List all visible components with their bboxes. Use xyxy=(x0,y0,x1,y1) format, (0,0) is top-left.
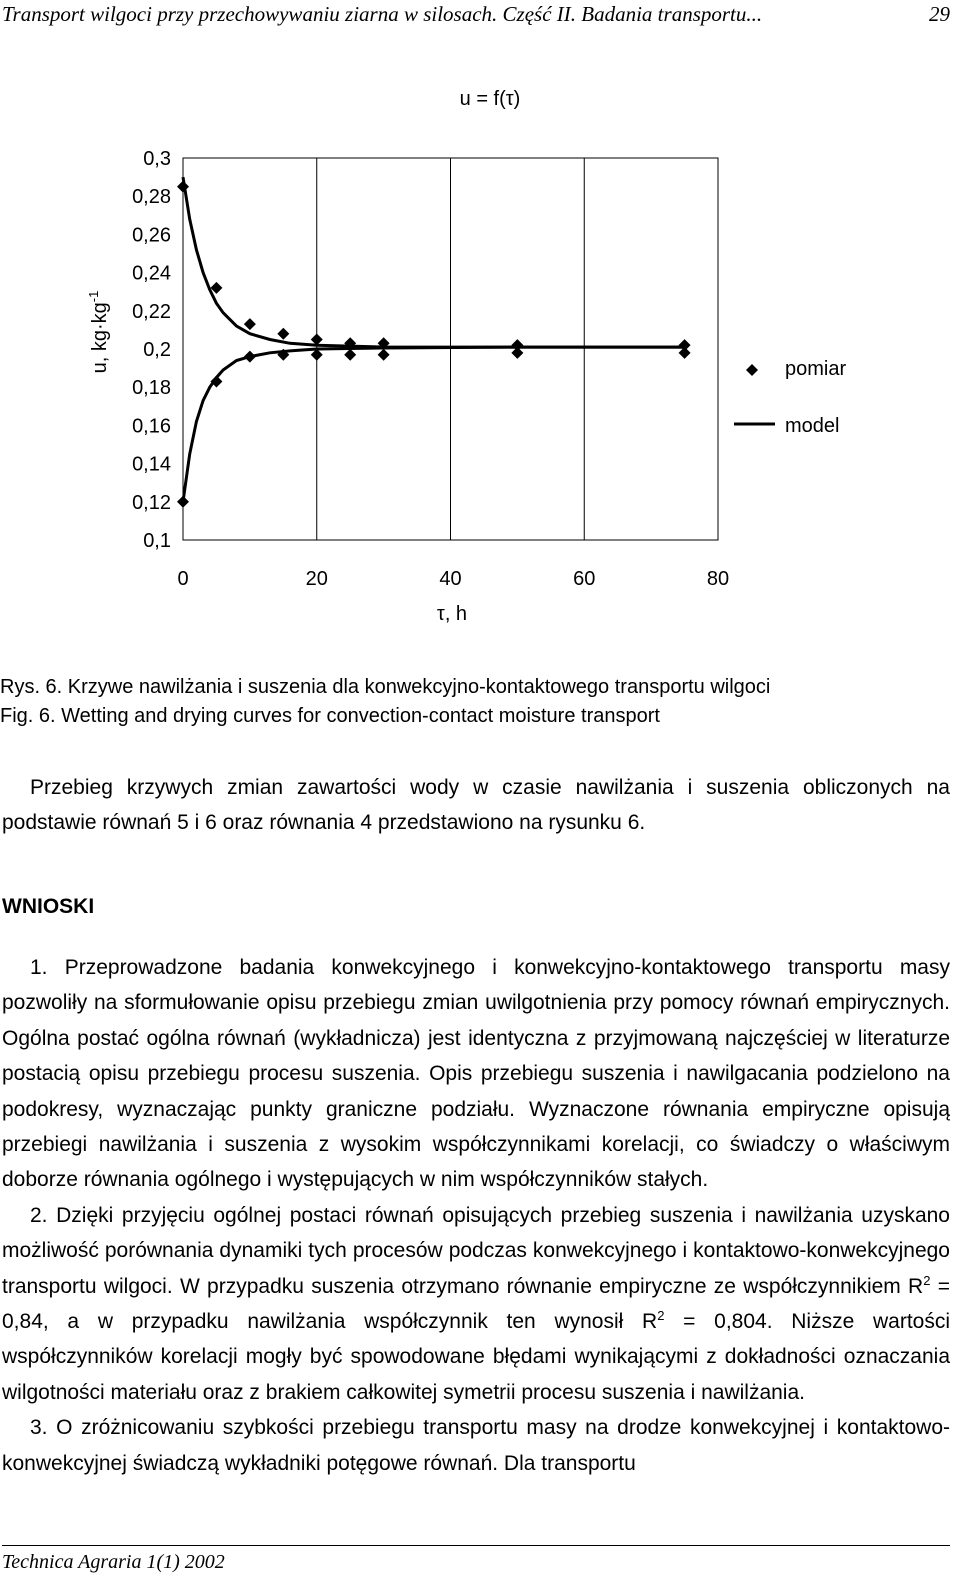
r-squared-exponent-2: 2 xyxy=(657,1308,665,1324)
conclusion-1: 1. Przeprowadzone badania konwekcyjnego i konwekcyjno-kontaktowego transportu masy pozwoliły na sformułowanie opisu przebiegu zmian uwilgotnienia przy pomocy równań empirycznych. Ogólna postać ogólna równań (wykładnicza) jest identyczna z przyjmowaną najczęściej w literaturze postacią opisu przebiegu procesu suszenia. Opis przebiegu suszenia i nawilgacania podzielono na podokresy, wyznaczając punkty graniczne podziału. Wyznaczone równania empiryczne opisują przebiegi nawilżania i suszenia z wysokim współczynnikami korelacji, co świadczy o właściwym doborze równania ogólnego i występujących w nim współczynników stałych. xyxy=(2,956,950,1192)
y-axis-label: u, $kg\cdot kg^{-1}$ xyxy=(86,290,111,374)
r-squared-exponent-1: 2 xyxy=(923,1272,931,1288)
y-tick-label: 0,16 xyxy=(132,415,171,438)
footer-journal: Technica Agraria 1(1) 2002 xyxy=(2,1551,225,1573)
y-tick-label: 0,18 xyxy=(132,377,171,400)
y-tick-label: 0,14 xyxy=(132,453,171,476)
section-heading: WNIOSKI xyxy=(2,895,95,918)
data-point xyxy=(177,496,189,508)
data-point xyxy=(277,328,289,340)
y-tick-label: 0,1 xyxy=(143,530,171,552)
data-point xyxy=(378,349,390,361)
intro-text: Przebieg krzywych zmian zawartości wody w czasie nawilżania i suszenia obliczonych na podstawie równań 5 i 6 oraz równania 4 przedstawiono na rysunku 6. xyxy=(2,776,950,835)
running-header: Transport wilgoci przy przechowywaniu ziarna w silosach. Część II. Badania transportu... xyxy=(2,2,763,26)
y-tick-label: 0,24 xyxy=(132,262,171,285)
measurement-points xyxy=(177,181,691,508)
legend-marker-pomiar xyxy=(746,364,758,376)
legend-label-model: model xyxy=(785,415,840,437)
data-point xyxy=(679,347,691,359)
model-curves xyxy=(183,177,685,502)
y-tick-label: 0,3 xyxy=(143,148,171,170)
conclusion-2-part-a: 2. Dzięki przyjęciu ogólnej postaci równań opisujących przebieg suszenia i nawilżania uzyskano możliwość porównania dynamiki tych procesów podczas konwekcyjnego i kontaktowo-konwekcyjnego transportu wilgoci. W przypadku suszenia otrzymano równanie empiryczne ze współczynnikiem R xyxy=(2,1203,950,1298)
y-tick-label: 0,28 xyxy=(132,186,171,209)
chart xyxy=(0,70,960,630)
chart-labels xyxy=(86,88,729,625)
figure-caption-pl: Rys. 6. Krzywe nawilżania i suszenia dla konwekcyjno-kontaktowego transportu wilgoci xyxy=(0,676,771,698)
conclusions xyxy=(2,950,950,1481)
y-tick-label: 0,2 xyxy=(143,339,171,361)
figure-caption-en: Fig. 6. Wetting and drying curves for convection-contact moisture transport xyxy=(0,705,660,727)
x-axis-label: τ, h xyxy=(436,603,468,625)
x-tick-label: 80 xyxy=(706,568,730,590)
data-point xyxy=(177,181,189,193)
conclusion-2-part-c: = 0,804. Niższe wartości współczynników korelacji mogły być spowodowane błędami wynikającymi z dokładności oznaczania wilgotności materiału oraz z brakiem całkowitej symetrii procesu suszenia i nawilżania. xyxy=(2,1310,950,1404)
y-axis-label-exponent: -1 xyxy=(86,290,101,303)
chart-title: u = f(τ) xyxy=(459,88,521,110)
x-tick-label: 40 xyxy=(439,568,462,590)
y-tick-label: 0,12 xyxy=(132,491,171,514)
conclusion-2 xyxy=(2,1198,950,1410)
data-point xyxy=(244,318,256,330)
legend-label-pomiar: pomiar xyxy=(785,358,847,380)
conclusion-2-part-b: = 0,84, a w przypadku nawilżania współczynnik ten wynosił R xyxy=(2,1274,950,1334)
intro-paragraph xyxy=(2,770,950,841)
x-tick-label: 20 xyxy=(305,568,328,590)
conclusion-3: 3. O zróżnicowaniu szybkości przebiegu transportu masy na drodze konwekcyjnej i kontaktowo-konwekcyjnej świadczą wykładniki potęgowe równań. Dla transportu xyxy=(2,1416,950,1475)
chart-legend xyxy=(734,358,846,437)
x-tick-label: 60 xyxy=(573,568,596,590)
model-line xyxy=(183,177,685,347)
x-tick-label: 0 xyxy=(177,568,189,590)
y-tick-label: 0,26 xyxy=(132,224,171,247)
y-tick-label: 0,22 xyxy=(132,300,171,323)
model-line xyxy=(183,347,685,502)
page-number: 29 xyxy=(929,2,950,26)
data-point xyxy=(344,349,356,361)
footer-rule xyxy=(2,1545,950,1546)
data-point xyxy=(244,351,256,363)
